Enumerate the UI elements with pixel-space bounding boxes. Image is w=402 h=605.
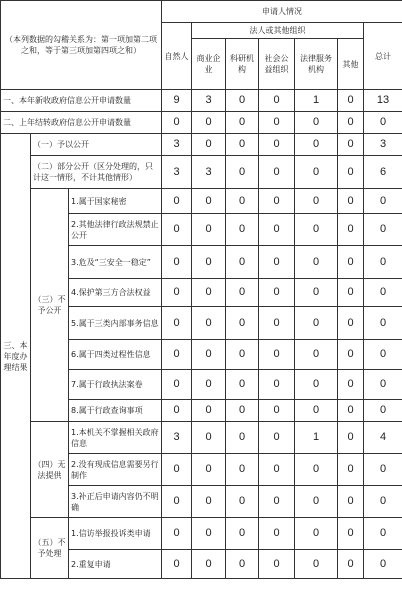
value-cell: 0 — [226, 400, 259, 422]
value-cell: 0 — [364, 246, 402, 279]
value-cell: 0 — [259, 518, 295, 550]
header-applicant-info: 申请人情况 — [162, 1, 402, 23]
value-cell: 0 — [226, 550, 259, 579]
value-cell: 0 — [192, 486, 226, 518]
value-cell: 0 — [259, 550, 295, 579]
value-cell: 0 — [364, 307, 402, 340]
value-cell: 0 — [338, 112, 364, 134]
value-cell: 0 — [338, 486, 364, 518]
table-row — [1, 518, 402, 550]
row-label: 1.信访举报投诉类申请 — [69, 518, 162, 550]
value-cell: 0 — [338, 454, 364, 486]
value-cell: 0 — [364, 189, 402, 214]
value-cell: 0 — [338, 307, 364, 340]
header-legal-entity-group: 法人或其他组织 — [192, 23, 364, 39]
value-cell: 0 — [259, 214, 295, 246]
section3-label: 三、本年度办理结果 — [1, 134, 31, 579]
value-cell: 0 — [162, 518, 192, 550]
value-cell: 0 — [295, 156, 338, 189]
table-row — [1, 134, 402, 156]
value-cell: 0 — [192, 550, 226, 579]
value-cell: 0 — [192, 189, 226, 214]
value-cell: 0 — [295, 400, 338, 422]
value-cell: 0 — [259, 486, 295, 518]
value-cell: 0 — [295, 518, 338, 550]
row-label: 8.属于行政查询事项 — [69, 400, 162, 422]
value-cell: 0 — [338, 370, 364, 400]
value-cell: 13 — [364, 90, 402, 112]
table-row — [1, 112, 402, 134]
value-cell: 0 — [295, 486, 338, 518]
value-cell: 0 — [162, 550, 192, 579]
value-cell: 0 — [226, 307, 259, 340]
row-label: （二）部分公开（区分处理的，只计这一情形，不计其他情形） — [31, 156, 162, 189]
value-cell: 0 — [162, 246, 192, 279]
value-cell: 0 — [162, 486, 192, 518]
value-cell: 0 — [364, 550, 402, 579]
value-cell: 0 — [226, 486, 259, 518]
row-label: （一）予以公开 — [31, 134, 162, 156]
value-cell: 0 — [364, 518, 402, 550]
value-cell: 0 — [192, 134, 226, 156]
value-cell: 3 — [192, 156, 226, 189]
value-cell: 0 — [295, 454, 338, 486]
value-cell: 0 — [259, 90, 295, 112]
value-cell: 0 — [226, 112, 259, 134]
header-sub-research: 科研机构 — [226, 39, 259, 90]
value-cell: 0 — [162, 400, 192, 422]
value-cell: 0 — [364, 279, 402, 307]
header-total: 总计 — [364, 23, 402, 90]
value-cell: 0 — [295, 370, 338, 400]
value-cell: 0 — [338, 550, 364, 579]
value-cell: 0 — [364, 370, 402, 400]
cannot-provide-label: （四）无法提供 — [31, 422, 69, 518]
value-cell: 0 — [295, 189, 338, 214]
value-cell: 0 — [226, 279, 259, 307]
row-label: 2.没有现成信息需要另行制作 — [69, 454, 162, 486]
row-label: 2.重复申请 — [69, 550, 162, 579]
value-cell: 0 — [192, 340, 226, 370]
value-cell: 0 — [364, 214, 402, 246]
value-cell: 0 — [259, 400, 295, 422]
value-cell: 0 — [364, 112, 402, 134]
header-sub-other: 其他 — [338, 39, 364, 90]
row-label: 7.属于行政执法案卷 — [69, 370, 162, 400]
value-cell: 6 — [364, 156, 402, 189]
value-cell: 0 — [364, 340, 402, 370]
header-sub-legal-service: 法律服务机构 — [295, 39, 338, 90]
value-cell: 0 — [192, 422, 226, 454]
value-cell: 0 — [338, 214, 364, 246]
value-cell: 0 — [192, 400, 226, 422]
value-cell: 0 — [364, 486, 402, 518]
value-cell: 0 — [226, 370, 259, 400]
value-cell: 0 — [338, 422, 364, 454]
value-cell: 3 — [364, 134, 402, 156]
value-cell: 0 — [259, 246, 295, 279]
value-cell: 0 — [192, 279, 226, 307]
value-cell: 0 — [226, 156, 259, 189]
value-cell: 1 — [295, 422, 338, 454]
row-label: 一、本年新收政府信息公开申请数量 — [1, 90, 162, 112]
value-cell: 0 — [364, 454, 402, 486]
value-cell: 0 — [192, 370, 226, 400]
value-cell: 3 — [192, 90, 226, 112]
header-note: （本列数据的勾稽关系为：第一项加第二项之和，等于第三项加第四项之和） — [1, 1, 162, 90]
value-cell: 0 — [338, 156, 364, 189]
header-natural-person: 自然人 — [162, 23, 192, 90]
value-cell: 0 — [338, 90, 364, 112]
value-cell: 0 — [162, 112, 192, 134]
value-cell: 0 — [295, 550, 338, 579]
value-cell: 0 — [338, 246, 364, 279]
value-cell: 9 — [162, 90, 192, 112]
value-cell: 0 — [226, 518, 259, 550]
row-label: 3.补正后申请内容仍不明确 — [69, 486, 162, 518]
value-cell: 0 — [259, 370, 295, 400]
value-cell: 0 — [226, 422, 259, 454]
value-cell: 0 — [338, 340, 364, 370]
value-cell: 0 — [295, 279, 338, 307]
value-cell: 0 — [295, 340, 338, 370]
value-cell: 0 — [295, 214, 338, 246]
value-cell: 0 — [162, 454, 192, 486]
value-cell: 0 — [192, 454, 226, 486]
value-cell: 0 — [338, 189, 364, 214]
value-cell: 0 — [364, 400, 402, 422]
value-cell: 0 — [259, 422, 295, 454]
value-cell: 0 — [192, 246, 226, 279]
row-label: 5.属于三类内部事务信息 — [69, 307, 162, 340]
value-cell: 0 — [192, 112, 226, 134]
value-cell: 0 — [226, 340, 259, 370]
value-cell: 3 — [162, 134, 192, 156]
value-cell: 0 — [259, 454, 295, 486]
row-label: 1.属于国家秘密 — [69, 189, 162, 214]
value-cell: 0 — [295, 246, 338, 279]
value-cell: 0 — [226, 134, 259, 156]
value-cell: 0 — [162, 279, 192, 307]
value-cell: 0 — [226, 246, 259, 279]
value-cell: 1 — [295, 90, 338, 112]
value-cell: 0 — [226, 189, 259, 214]
row-label: 1.本机关不掌握相关政府信息 — [69, 422, 162, 454]
value-cell: 0 — [192, 518, 226, 550]
value-cell: 0 — [259, 156, 295, 189]
value-cell: 0 — [295, 134, 338, 156]
header-sub-public-welfare: 社会公益组织 — [259, 39, 295, 90]
value-cell: 0 — [162, 340, 192, 370]
value-cell: 0 — [338, 518, 364, 550]
value-cell: 0 — [259, 307, 295, 340]
table-row — [1, 422, 402, 454]
row-label: 二、上年结转政府信息公开申请数量 — [1, 112, 162, 134]
row-label: 4.保护第三方合法权益 — [69, 279, 162, 307]
value-cell: 0 — [192, 214, 226, 246]
not-processed-label: （五）不予处理 — [31, 518, 69, 579]
row-label: 3.危及“三安全一稳定” — [69, 246, 162, 279]
value-cell: 3 — [162, 156, 192, 189]
value-cell: 0 — [259, 189, 295, 214]
header-sub-commercial: 商业企业 — [192, 39, 226, 90]
value-cell: 0 — [162, 214, 192, 246]
table-row — [1, 189, 402, 214]
value-cell: 0 — [338, 279, 364, 307]
value-cell: 0 — [162, 189, 192, 214]
value-cell: 0 — [226, 214, 259, 246]
value-cell: 0 — [226, 90, 259, 112]
value-cell: 0 — [338, 134, 364, 156]
value-cell: 0 — [226, 454, 259, 486]
value-cell: 0 — [259, 112, 295, 134]
value-cell: 0 — [162, 307, 192, 340]
value-cell: 0 — [259, 340, 295, 370]
row-label: 6.属于四类过程性信息 — [69, 340, 162, 370]
table-row — [1, 156, 402, 189]
value-cell: 0 — [338, 400, 364, 422]
row-label: 2.其他法律行政法规禁止公开 — [69, 214, 162, 246]
value-cell: 0 — [259, 134, 295, 156]
value-cell: 0 — [295, 112, 338, 134]
table-row — [1, 90, 402, 112]
not-disclosed-label: （三）不予公开 — [31, 189, 69, 422]
value-cell: 0 — [295, 307, 338, 340]
value-cell: 0 — [162, 370, 192, 400]
value-cell: 0 — [259, 279, 295, 307]
value-cell: 3 — [162, 422, 192, 454]
value-cell: 0 — [192, 307, 226, 340]
value-cell: 4 — [364, 422, 402, 454]
